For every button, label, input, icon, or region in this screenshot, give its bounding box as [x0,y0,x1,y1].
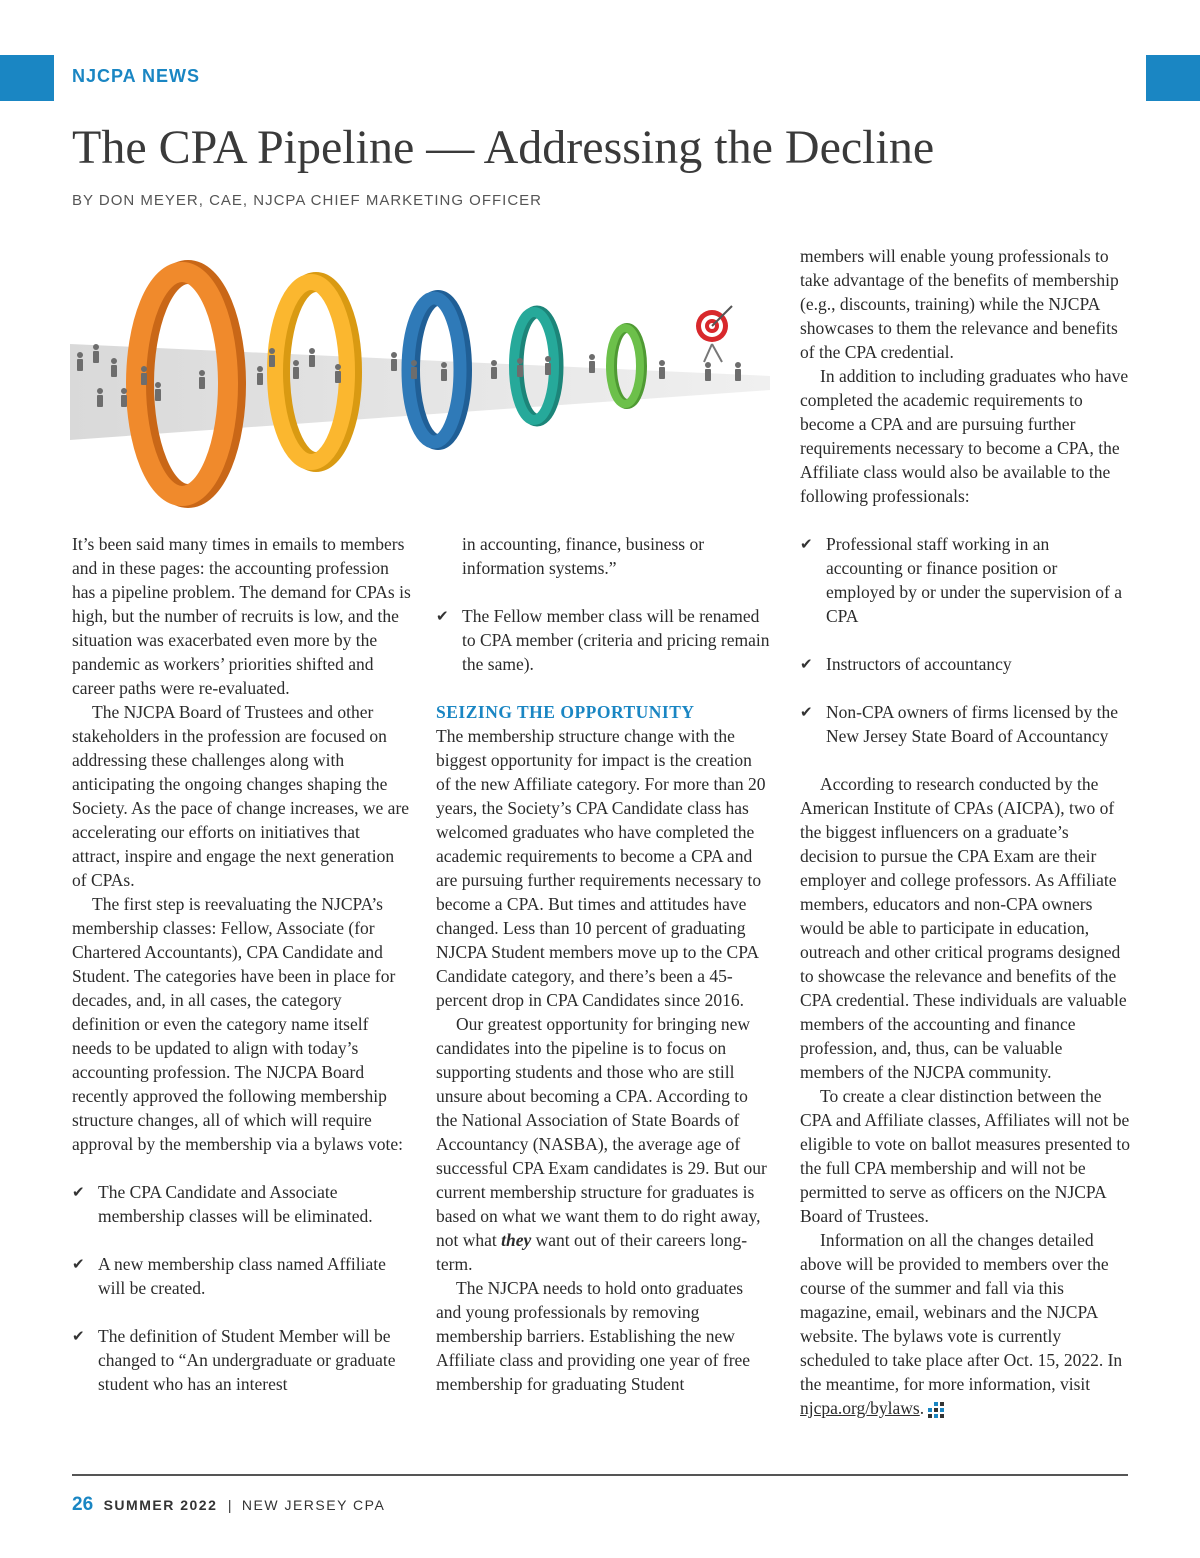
paragraph: The NJCPA needs to hold onto graduates and young professionals by removing membership barriers. Establishing the new Affiliate class and providing one year of free membership for graduating Student [436,1278,751,1394]
column-2 [436,532,770,1396]
paragraph: The membership structure change with the biggest opportunity for impact is the creation of the new Affiliate category. For more than 20 years, the Society’s CPA Candidate class has welcomed graduates who have completed the academic requirements to become a CPA and are pursuing further requirements necessary to become a CPA. But times and attitudes have changed. Less than 10 percent of graduating NJCPA Student members move up to the CPA Candidate category, and there’s been a 45-percent drop in CPA Candidates since 2016. [436,726,766,1010]
footer-separator: | [227,1497,232,1513]
list-item: ✔ The definition of Student Member will be changed to “An undergraduate or graduate student who has an interest [72,1326,396,1394]
membership-changes-list [72,1180,412,1396]
right-edge-tab [1146,55,1200,101]
section-label: NJCPA NEWS [72,66,201,86]
checkmark-icon: ✔ [436,607,449,625]
footer-rule [72,1474,1128,1476]
paragraph: The NJCPA Board of Trustees and other stakeholders in the profession are focused on addressing these challenges along with anticipating the ongoing changes shaping the Society. As the pace of change increases, we are accelerating our efforts on initiatives that attract, inspire and engage the next generation of CPAs. [72,702,410,890]
checkmark-icon: ✔ [72,1183,85,1201]
page-footer [72,1494,385,1516]
byline: BY DON MEYER, CAE, NJCPA CHIEF MARKETING OFFICER [72,192,542,209]
paragraph: Information on all the changes detailed above will be provided to members over the course of the summer and fall via this magazine, email, webinars and the NJCPA website. The bylaws vote is currently scheduled to take place after Oct. 15, 2022. In the meantime, for more information, visit njcpa.org/bylaws. [800,1230,1123,1418]
checkmark-icon: ✔ [72,1327,85,1345]
list-item: ✔ Professional staff working in an accounting or finance position or employed by or under the supervision of a CPA [800,534,1122,626]
paragraph: According to research conducted by the American Institute of CPAs (AICPA), two of the biggest influencers on a graduate’s decision to pursue the CPA Exam are their employer and college professors. As Affiliate members, educators and non-CPA owners would be able to participate in education, outreach and other critical programs designed to showcase the relevance and benefits of the CPA credential. These individuals are valuable members of the accounting and finance profession, and, thus, can be valuable members of the NJCPA community. [800,774,1127,1082]
list-item-continued: in accounting, finance, business or information systems.” [462,534,705,578]
column-1 [72,532,412,1396]
list-item: ✔ The Fellow member class will be renamed to CPA member (criteria and pricing remain the same). [436,606,770,674]
checkmark-icon: ✔ [800,535,813,553]
left-edge-tab [0,55,54,101]
subheading: SEIZING THE OPPORTUNITY [436,702,695,722]
paragraph: Our greatest opportunity for bringing new candidates into the pipeline is to focus on supporting students and those who are still unsure about becoming a CPA. According to the National Association of State Boards of Accountancy (NASBA), the average age of successful CPA Exam candidates is 29. But our current membership structure for graduates is based on what we want them to do right away, not what they want out of their careers long-term. [436,1014,767,1274]
issue-label: SUMMER 2022 [103,1497,218,1513]
list-item: ✔ Instructors of accountancy [800,654,1012,674]
page-number: 26 [72,1494,94,1515]
article-title: The CPA Pipeline — Addressing the Decline [72,121,935,174]
list-item: ✔ The CPA Candidate and Associate membership classes will be eliminated. [72,1182,373,1226]
paragraph: The first step is reevaluating the NJCPA’s membership classes: Fellow, Associate (for Chartered Accountants), CPA Candidate and Student. The categories have been in place for decades, and, in all cases, the category definition or even the category name itself needs to be updated to align with today’s accounting profession. The NJCPA Board recently approved the following membership structure changes, all of which will require approval by the membership via a bylaws vote: [72,894,403,1154]
publication-name: NEW JERSEY CPA [241,1497,386,1513]
rings-illustration-icon [70,248,770,520]
paragraph: members will enable young professionals to take advantage of the benefits of membership (e.g., discounts, training) while the NJCPA showcases to them the relevance and benefits of the CPA credential. [800,246,1119,362]
membership-changes-list-continued [436,604,770,676]
list-item: ✔ Non-CPA owners of firms licensed by the New Jersey State Board of Accountancy [800,702,1118,746]
checkmark-icon: ✔ [800,655,813,673]
paragraph: To create a clear distinction between the CPA and Affiliate classes, Affiliates will not be eligible to vote on ballot measures presented to the full CPA membership and will not be permitted to serve as officers on the NJCPA Board of Trustees. [800,1086,1130,1226]
affiliate-eligibility-list [800,532,1130,748]
checkmark-icon: ✔ [72,1255,85,1273]
bylaws-link[interactable]: njcpa.org/bylaws [800,1398,920,1418]
end-mark-icon [928,1402,944,1418]
paragraph: In addition to including graduates who have completed the academic requirements to become a CPA and are pursuing further requirements necessary to become a CPA, the Affiliate class would also be available to the following professionals: [800,366,1129,506]
column-3 [800,244,1130,1420]
target-icon [696,306,732,362]
list-item: ✔ A new membership class named Affiliate will be created. [72,1254,386,1298]
checkmark-icon: ✔ [800,703,813,721]
paragraph: It’s been said many times in emails to members and in these pages: the accounting profession has a pipeline problem. The demand for CPAs is high, but the number of recruits is low, and the situation was exacerbated even more by the pandemic as workers’ priorities shifted and career paths were re-evaluated. [72,534,411,698]
